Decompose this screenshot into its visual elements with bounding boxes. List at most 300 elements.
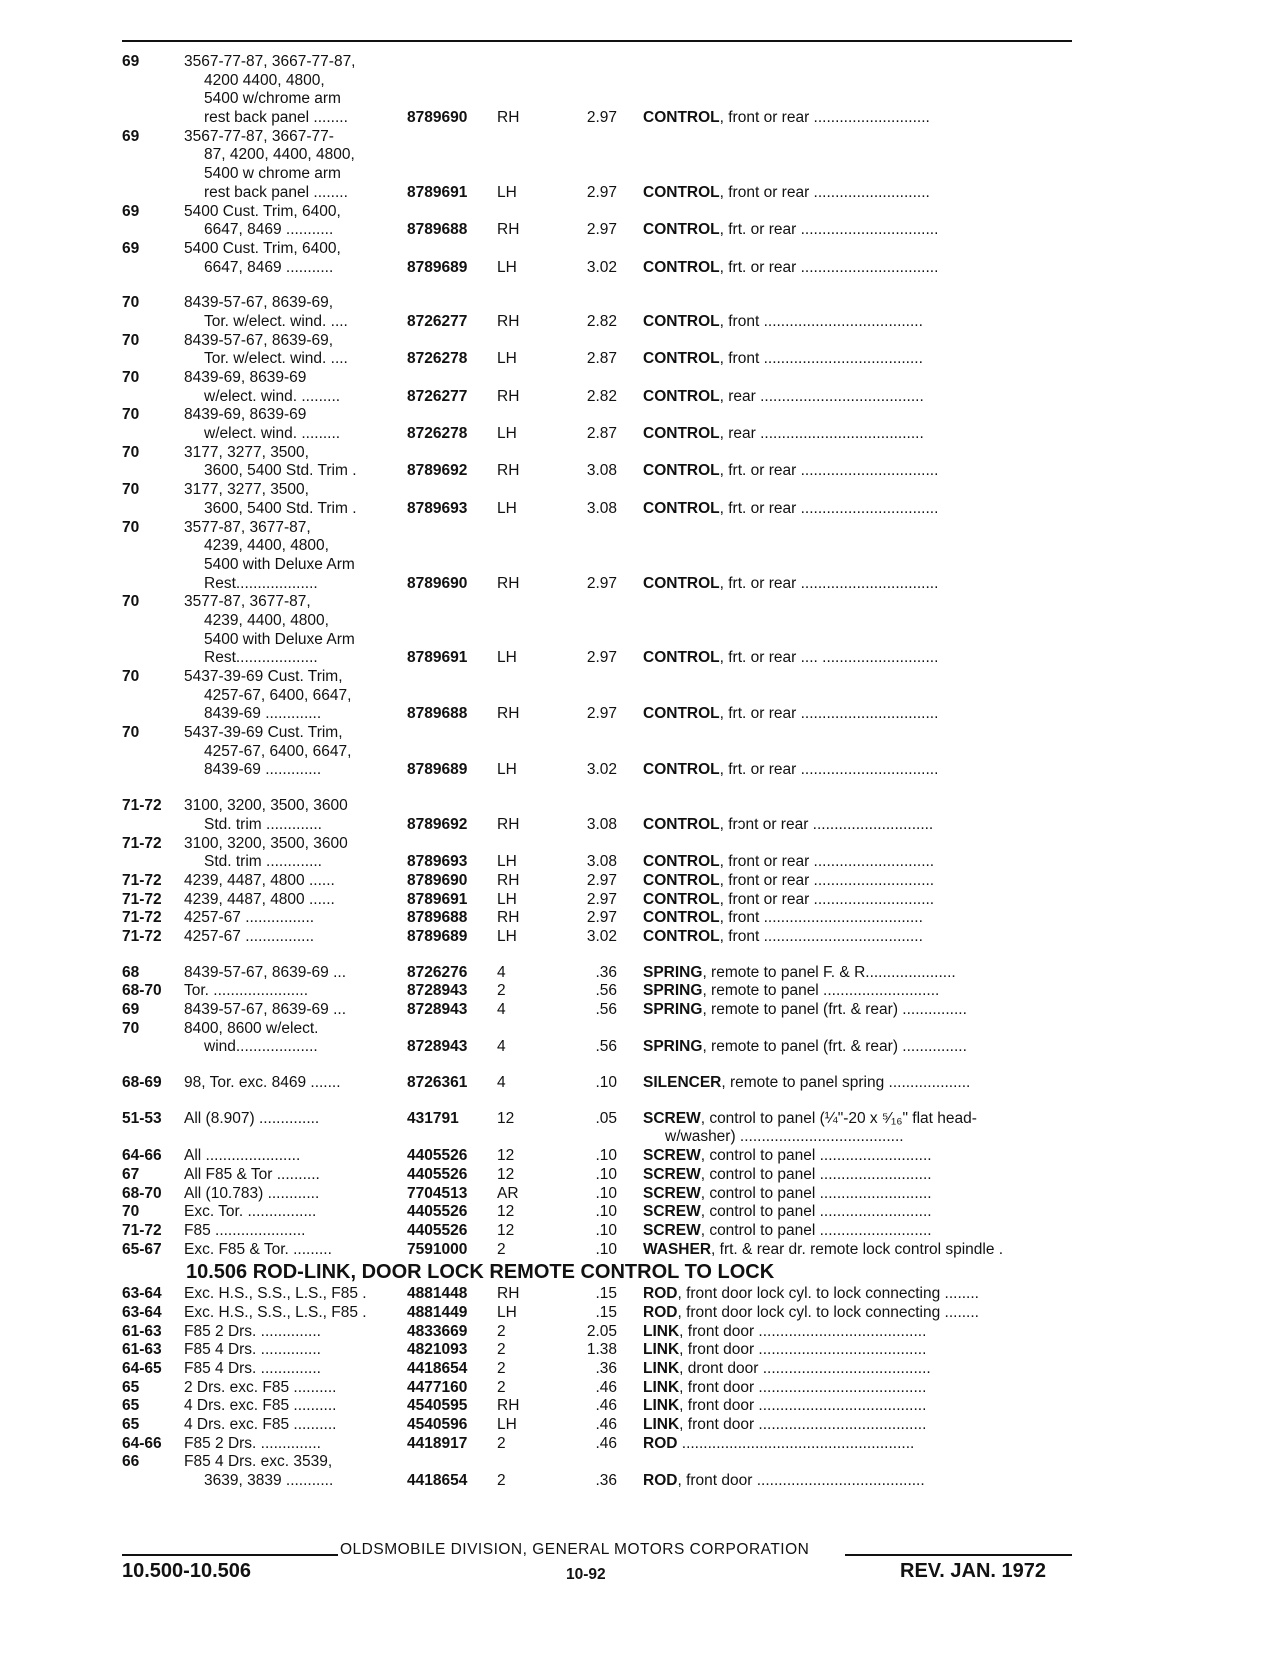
price: 2.87 bbox=[586, 350, 617, 368]
table-row bbox=[0, 388, 1287, 407]
part-name-bold: CONTROL bbox=[643, 258, 720, 276]
quantity: 4 bbox=[497, 1038, 506, 1056]
row-spacer bbox=[0, 947, 1287, 964]
table-row bbox=[0, 240, 1287, 259]
model-year: 71-72 bbox=[122, 834, 162, 852]
part-name-bold: CONTROL bbox=[643, 221, 720, 239]
model-year: 65-67 bbox=[122, 1240, 162, 1258]
application-desc: 8439-69 ............. bbox=[204, 761, 322, 779]
part-name bbox=[643, 462, 1073, 481]
part-name-text: , remote to panel F. & R..................... bbox=[702, 963, 956, 981]
application-desc: 3100, 3200, 3500, 3600 bbox=[184, 797, 348, 815]
table-row bbox=[0, 1416, 1287, 1435]
table-row bbox=[0, 1074, 1287, 1093]
price: 3.08 bbox=[586, 815, 617, 833]
application-desc: F85 4 Drs. exc. 3539, bbox=[184, 1453, 333, 1471]
part-name bbox=[643, 184, 1073, 203]
part-number: 8728943 bbox=[407, 1001, 468, 1018]
application-desc: w/elect. wind. ......... bbox=[204, 387, 341, 405]
part-name-text: , frt. or rear ................................ bbox=[719, 574, 939, 592]
model-year: 71-72 bbox=[122, 871, 162, 889]
table-row bbox=[0, 853, 1287, 872]
model-year: 65 bbox=[122, 1416, 140, 1434]
section-heading bbox=[0, 1259, 1287, 1285]
quantity: 2 bbox=[497, 1322, 506, 1340]
quantity: 12 bbox=[497, 1203, 515, 1221]
part-name bbox=[643, 1241, 1073, 1260]
price: .10 bbox=[595, 1203, 617, 1221]
part-name-text: , control to panel .......................... bbox=[700, 1184, 932, 1202]
part-name-bold: SPRING bbox=[643, 1038, 703, 1056]
part-name-bold: CONTROL bbox=[643, 853, 720, 871]
application-desc: 3600, 5400 Std. Trim . bbox=[204, 499, 357, 517]
part-name-bold: CONTROL bbox=[643, 815, 720, 833]
application-desc: 5400 w chrome arm bbox=[204, 165, 341, 183]
part-number: 8789693 bbox=[407, 499, 468, 517]
part-number: 8789689 bbox=[407, 258, 468, 276]
application-desc: 3600, 5400 Std. Trim . bbox=[204, 462, 357, 480]
table-row bbox=[0, 891, 1287, 910]
part-name-text: , front ..................................... bbox=[719, 312, 923, 330]
application-desc: All ...................... bbox=[184, 1147, 301, 1165]
model-year: 69 bbox=[122, 202, 140, 220]
model-year: 64-65 bbox=[122, 1360, 162, 1377]
table-row bbox=[0, 705, 1287, 724]
part-name-text: , frt. or rear ................................ bbox=[719, 761, 939, 779]
price: 3.02 bbox=[586, 258, 617, 276]
quantity: LH bbox=[497, 258, 517, 276]
table-row bbox=[0, 797, 1287, 816]
application-desc: 3567-77-87, 3667-77- bbox=[184, 127, 334, 145]
part-name-bold: CONTROL bbox=[643, 425, 720, 443]
part-number: 8789689 bbox=[407, 927, 468, 945]
table-row bbox=[0, 128, 1287, 147]
price: 2.97 bbox=[586, 871, 617, 889]
part-name-bold: CONTROL bbox=[643, 462, 720, 480]
part-name bbox=[643, 500, 1073, 519]
part-name-bold: SCREW bbox=[643, 1147, 701, 1165]
part-name-text: , control to panel (¼"-20 x ⁵⁄₁₆" flat head- bbox=[700, 1109, 977, 1127]
part-name bbox=[643, 1185, 1073, 1204]
application-desc: wind................... bbox=[204, 1038, 318, 1056]
part-name bbox=[643, 1435, 1073, 1454]
price: .10 bbox=[595, 1147, 617, 1165]
part-name-bold: CONTROL bbox=[643, 649, 720, 667]
part-name bbox=[643, 928, 1073, 947]
part-name bbox=[643, 1397, 1073, 1416]
part-number: 4821093 bbox=[407, 1341, 468, 1359]
part-name-text: , front door ....................................... bbox=[679, 1416, 927, 1434]
model-year: 70 bbox=[122, 294, 140, 312]
price: .15 bbox=[595, 1285, 617, 1303]
part-name bbox=[643, 1323, 1073, 1342]
price: 2.97 bbox=[586, 574, 617, 592]
table-row bbox=[0, 1038, 1287, 1057]
part-name bbox=[643, 1074, 1073, 1093]
price: 2.05 bbox=[586, 1322, 617, 1340]
table-row bbox=[0, 1020, 1287, 1039]
application-desc: Rest................... bbox=[204, 649, 318, 667]
table-row bbox=[0, 1304, 1287, 1323]
part-name-bold: SPRING bbox=[643, 1001, 703, 1018]
table-row bbox=[0, 294, 1287, 313]
price: 2.82 bbox=[586, 387, 617, 405]
part-number: 8789688 bbox=[407, 705, 468, 723]
footer-revision: REV. JAN. 1972 bbox=[900, 1560, 1047, 1582]
quantity: AR bbox=[497, 1184, 519, 1202]
model-year: 70 bbox=[122, 1203, 140, 1221]
quantity: LH bbox=[497, 649, 517, 667]
table-row bbox=[0, 406, 1287, 425]
table-row bbox=[0, 53, 1287, 72]
part-name-bold: CONTROL bbox=[643, 109, 720, 127]
application-desc: 8439-57-67, 8639-69, bbox=[184, 331, 334, 349]
part-name-text: , frt. or rear ................................ bbox=[719, 258, 939, 276]
part-name-bold: ROD bbox=[643, 1434, 678, 1452]
price: 3.08 bbox=[586, 499, 617, 517]
table-row bbox=[0, 982, 1287, 1001]
price: .46 bbox=[595, 1397, 617, 1415]
section-heading-text: 10.506 ROD-LINK, DOOR LOCK REMOTE CONTROL TO LOCK bbox=[186, 1261, 775, 1284]
part-name-bold: CONTROL bbox=[643, 350, 720, 368]
part-name bbox=[643, 909, 1073, 928]
table-row bbox=[0, 556, 1287, 575]
parts-table bbox=[0, 53, 1287, 1491]
table-row bbox=[0, 1166, 1287, 1185]
model-year: 70 bbox=[122, 1019, 140, 1037]
application-desc: 3577-87, 3677-87, bbox=[184, 518, 311, 536]
price: .10 bbox=[595, 1184, 617, 1202]
table-row bbox=[0, 872, 1287, 891]
part-number: 4418654 bbox=[407, 1360, 468, 1377]
part-number: 8726278 bbox=[407, 350, 468, 368]
part-name-text: , remote to panel (frt. & rear) ............... bbox=[702, 1038, 967, 1056]
part-name-text: ...................................................... bbox=[677, 1434, 915, 1452]
part-number: 4418917 bbox=[407, 1434, 468, 1452]
model-year: 71-72 bbox=[122, 1221, 162, 1239]
table-row bbox=[0, 964, 1287, 983]
price: .36 bbox=[595, 1472, 617, 1490]
part-name-bold: CONTROL bbox=[643, 312, 720, 330]
application-desc: Std. trim ............. bbox=[204, 853, 322, 871]
part-name bbox=[643, 350, 1073, 369]
part-name-bold: ROD bbox=[643, 1472, 678, 1490]
price: .46 bbox=[595, 1416, 617, 1434]
footer-rule-right bbox=[845, 1554, 1072, 1556]
model-year: 65 bbox=[122, 1378, 140, 1396]
model-year: 63-64 bbox=[122, 1303, 162, 1321]
part-number: 4405526 bbox=[407, 1203, 468, 1221]
model-year: 63-64 bbox=[122, 1285, 162, 1303]
model-year: 70 bbox=[122, 593, 140, 611]
part-number: 8789692 bbox=[407, 815, 468, 833]
part-name-text: , front door ....................................... bbox=[679, 1378, 927, 1396]
table-row bbox=[0, 444, 1287, 463]
model-year: 70 bbox=[122, 668, 140, 685]
application-desc: Tor. w/elect. wind. .... bbox=[204, 350, 348, 368]
model-year: 69 bbox=[122, 1001, 140, 1018]
part-name-text: , front or rear ............................ bbox=[719, 853, 935, 871]
price: 2.97 bbox=[586, 890, 617, 908]
table-row bbox=[0, 165, 1287, 184]
part-number: 4405526 bbox=[407, 1165, 468, 1183]
price: .10 bbox=[595, 1240, 617, 1258]
table-row bbox=[0, 537, 1287, 556]
part-number: 4405526 bbox=[407, 1221, 468, 1239]
part-name-text: , remote to panel (frt. & rear) ............... bbox=[702, 1001, 967, 1018]
price: .10 bbox=[595, 1165, 617, 1183]
application-desc: 3577-87, 3677-87, bbox=[184, 593, 311, 611]
quantity: 2 bbox=[497, 982, 506, 1000]
quantity: RH bbox=[497, 387, 520, 405]
quantity: RH bbox=[497, 909, 520, 927]
application-desc: 3639, 3839 ........... bbox=[204, 1472, 334, 1490]
part-name bbox=[643, 1166, 1073, 1185]
part-name-bold: CONTROL bbox=[643, 890, 720, 908]
part-name-text: , front or rear ........................... bbox=[719, 183, 930, 201]
row-spacer bbox=[0, 277, 1287, 294]
part-name bbox=[643, 853, 1073, 872]
model-year: 64-66 bbox=[122, 1434, 162, 1452]
part-name-text: , dront door ....................................... bbox=[679, 1360, 931, 1377]
quantity: 2 bbox=[497, 1341, 506, 1359]
part-name-bold: SCREW bbox=[643, 1221, 701, 1239]
table-row bbox=[0, 835, 1287, 854]
part-name bbox=[643, 109, 1073, 128]
application-desc: rest back panel ........ bbox=[204, 109, 348, 127]
part-name-bold: CONTROL bbox=[643, 909, 720, 927]
table-row bbox=[0, 668, 1287, 687]
top-rule bbox=[122, 40, 1072, 42]
application-desc: 4257-67 ................ bbox=[184, 909, 315, 927]
table-row bbox=[0, 72, 1287, 91]
table-row bbox=[0, 146, 1287, 165]
table-row bbox=[0, 724, 1287, 743]
quantity: 4 bbox=[497, 1074, 506, 1092]
price: .36 bbox=[595, 1360, 617, 1377]
part-name bbox=[643, 1285, 1073, 1304]
table-row bbox=[0, 221, 1287, 240]
quantity: RH bbox=[497, 221, 520, 239]
application-desc: 5400 with Deluxe Arm bbox=[204, 555, 355, 573]
price: .56 bbox=[595, 1038, 617, 1056]
application-desc: 5400 with Deluxe Arm bbox=[204, 630, 355, 648]
table-row bbox=[0, 1110, 1287, 1129]
part-name-bold: SPRING bbox=[643, 982, 703, 1000]
quantity: 2 bbox=[497, 1360, 506, 1377]
part-name-text: , frt. or rear .... ........................... bbox=[719, 649, 939, 667]
quantity: 4 bbox=[497, 963, 506, 981]
part-number: 4540596 bbox=[407, 1416, 468, 1434]
application-desc: 8439-57-67, 8639-69 ... bbox=[184, 1001, 347, 1018]
part-name-bold: SILENCER bbox=[643, 1074, 722, 1092]
table-row bbox=[0, 462, 1287, 481]
part-name bbox=[643, 982, 1073, 1001]
footer-section: 10.500-10.506 bbox=[122, 1560, 252, 1582]
application-desc: F85 ..................... bbox=[184, 1221, 306, 1239]
part-name bbox=[643, 313, 1073, 332]
part-name-text: , front ..................................... bbox=[719, 909, 923, 927]
price: 2.97 bbox=[586, 183, 617, 201]
application-desc: F85 4 Drs. .............. bbox=[184, 1341, 321, 1359]
quantity: RH bbox=[497, 815, 520, 833]
part-name bbox=[643, 1222, 1073, 1241]
part-name-text: , front or rear ............................ bbox=[719, 890, 935, 908]
table-row bbox=[0, 313, 1287, 332]
application-desc: 2 Drs. exc. F85 .......... bbox=[184, 1378, 337, 1396]
table-row bbox=[0, 1453, 1287, 1472]
table-row bbox=[0, 593, 1287, 612]
application-desc: 5400 Cust. Trim, 6400, bbox=[184, 239, 341, 257]
part-name bbox=[643, 1416, 1073, 1435]
quantity: LH bbox=[497, 927, 517, 945]
table-row bbox=[0, 1147, 1287, 1166]
table-row bbox=[0, 519, 1287, 538]
application-desc: rest back panel ........ bbox=[204, 183, 348, 201]
part-number: 8789688 bbox=[407, 221, 468, 239]
part-number: 8789693 bbox=[407, 853, 468, 871]
table-row bbox=[0, 1241, 1287, 1260]
price: 1.38 bbox=[586, 1341, 617, 1359]
table-row bbox=[0, 909, 1287, 928]
application-desc: 98, Tor. exc. 8469 ....... bbox=[184, 1074, 341, 1092]
application-desc: All F85 & Tor .......... bbox=[184, 1165, 320, 1183]
model-year: 68 bbox=[122, 963, 140, 981]
part-name-text: , control to panel .......................... bbox=[700, 1221, 932, 1239]
application-desc: 3177, 3277, 3500, bbox=[184, 443, 309, 461]
part-number: 8789689 bbox=[407, 761, 468, 779]
application-desc: 5400 Cust. Trim, 6400, bbox=[184, 202, 341, 220]
price: 2.87 bbox=[586, 425, 617, 443]
application-desc: 4200 4400, 4800, bbox=[204, 71, 325, 89]
part-name-text: , frt. & rear dr. remote lock control spindle . bbox=[711, 1240, 1004, 1258]
model-year: 66 bbox=[122, 1453, 140, 1471]
part-number: 8789690 bbox=[407, 871, 468, 889]
part-number: 8726277 bbox=[407, 312, 468, 330]
part-number: 8726276 bbox=[407, 963, 468, 981]
application-desc: 87, 4200, 4400, 4800, bbox=[204, 146, 355, 164]
application-desc: 4257-67, 6400, 6647, bbox=[204, 686, 352, 704]
part-name bbox=[643, 1360, 1073, 1379]
part-name-bold: LINK bbox=[643, 1397, 680, 1415]
part-name-text: , control to panel .......................... bbox=[700, 1147, 932, 1165]
table-row bbox=[0, 425, 1287, 444]
model-year: 68-70 bbox=[122, 1184, 162, 1202]
part-name-bold: ROD bbox=[643, 1285, 678, 1303]
part-name-bold: LINK bbox=[643, 1378, 680, 1396]
price: 3.02 bbox=[586, 761, 617, 779]
footer-rule-left bbox=[122, 1554, 338, 1556]
part-name-bold: LINK bbox=[643, 1360, 680, 1377]
part-number: 4881449 bbox=[407, 1303, 468, 1321]
part-name-bold: LINK bbox=[643, 1416, 680, 1434]
model-year: 51-53 bbox=[122, 1109, 162, 1127]
part-name-text: , frt. or rear ................................ bbox=[719, 221, 939, 239]
part-name bbox=[643, 891, 1073, 910]
table-row bbox=[0, 481, 1287, 500]
quantity: RH bbox=[497, 574, 520, 592]
part-name bbox=[643, 872, 1073, 891]
part-name-text: , frt. or rear ................................ bbox=[719, 705, 939, 723]
application-desc: 4257-67 ................ bbox=[184, 927, 315, 945]
part-name-bold: CONTROL bbox=[643, 705, 720, 723]
quantity: LH bbox=[497, 853, 517, 871]
part-name bbox=[643, 1341, 1073, 1360]
part-name bbox=[643, 1379, 1073, 1398]
application-desc: 4 Drs. exc. F85 .......... bbox=[184, 1397, 337, 1415]
price: .46 bbox=[595, 1434, 617, 1452]
part-number: 431791 bbox=[407, 1109, 459, 1127]
application-desc: F85 4 Drs. .............. bbox=[184, 1360, 321, 1377]
quantity: LH bbox=[497, 499, 517, 517]
application-desc: All (10.783) ............ bbox=[184, 1184, 320, 1202]
quantity: 2 bbox=[497, 1378, 506, 1396]
part-name bbox=[643, 1110, 1073, 1129]
price: .05 bbox=[595, 1109, 617, 1127]
part-name-bold: CONTROL bbox=[643, 761, 720, 779]
table-row bbox=[0, 500, 1287, 519]
application-desc: 4257-67, 6400, 6647, bbox=[204, 742, 352, 760]
application-desc: 5437-39-69 Cust. Trim, bbox=[184, 724, 343, 742]
part-number: 8789692 bbox=[407, 462, 468, 480]
quantity: 12 bbox=[497, 1109, 515, 1127]
part-name-text: , rear ...................................... bbox=[719, 425, 924, 443]
part-name-text: , front door lock cyl. to lock connecting ........ bbox=[677, 1303, 979, 1321]
table-row bbox=[0, 612, 1287, 631]
part-number: 8789690 bbox=[407, 109, 468, 127]
application-desc: 3567-77-87, 3667-77-87, bbox=[184, 53, 356, 70]
application-desc: All (8.907) .............. bbox=[184, 1109, 320, 1127]
part-name-bold: SCREW bbox=[643, 1184, 701, 1202]
table-row bbox=[0, 1001, 1287, 1020]
model-year: 67 bbox=[122, 1165, 140, 1183]
application-desc: Rest................... bbox=[204, 574, 318, 592]
price: 2.97 bbox=[586, 705, 617, 723]
table-row bbox=[0, 1341, 1287, 1360]
part-name-bold: LINK bbox=[643, 1322, 680, 1340]
application-desc: 4 Drs. exc. F85 .......... bbox=[184, 1416, 337, 1434]
quantity: LH bbox=[497, 761, 517, 779]
part-name bbox=[643, 425, 1073, 444]
price: 3.08 bbox=[586, 853, 617, 871]
part-name-text: w/washer) ...................................... bbox=[665, 1128, 904, 1146]
part-name-text: , front door ....................................... bbox=[679, 1397, 927, 1415]
row-spacer bbox=[0, 780, 1287, 797]
quantity: 12 bbox=[497, 1147, 515, 1165]
table-row bbox=[0, 259, 1287, 278]
price: 2.97 bbox=[586, 109, 617, 127]
application-desc: Exc. F85 & Tor. ......... bbox=[184, 1240, 332, 1258]
price: .10 bbox=[595, 1221, 617, 1239]
row-spacer bbox=[0, 1057, 1287, 1074]
part-name bbox=[643, 705, 1073, 724]
part-name-bold: CONTROL bbox=[643, 574, 720, 592]
part-name bbox=[643, 1001, 1073, 1020]
model-year: 68-69 bbox=[122, 1074, 162, 1092]
table-row bbox=[0, 687, 1287, 706]
table-row bbox=[0, 109, 1287, 128]
model-year: 69 bbox=[122, 53, 140, 70]
part-name-bold: SCREW bbox=[643, 1203, 701, 1221]
part-name bbox=[643, 1147, 1073, 1166]
price: .56 bbox=[595, 1001, 617, 1018]
application-desc: F85 2 Drs. .............. bbox=[184, 1434, 321, 1452]
model-year: 71-72 bbox=[122, 890, 162, 908]
part-name-text: , front door ....................................... bbox=[679, 1322, 927, 1340]
price: .15 bbox=[595, 1303, 617, 1321]
table-row bbox=[0, 928, 1287, 947]
part-number: 4833669 bbox=[407, 1322, 468, 1340]
